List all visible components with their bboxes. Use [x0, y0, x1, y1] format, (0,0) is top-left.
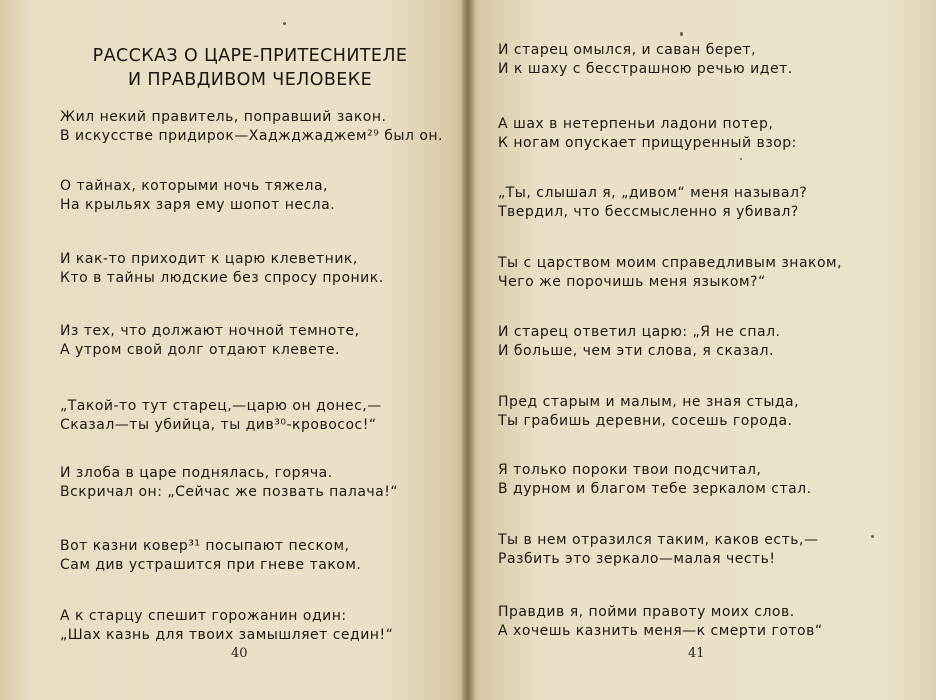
- verse-line: И старец ответил царю: „Я не спал.: [498, 324, 781, 340]
- verse-line: Ты с царством моим справедливым знаком,: [498, 255, 843, 271]
- verse-line: И к шаху с бесстрашною речью идет.: [498, 61, 793, 77]
- title-line-2: И ПРАВДИВОМ ЧЕЛОВЕКЕ: [127, 70, 373, 90]
- book-gutter: [462, 0, 474, 700]
- verse-line: А утром свой долг отдают клевете.: [60, 342, 340, 358]
- verse-line: „Шах казнь для твоих замышляет седин!“: [60, 627, 394, 643]
- stanza: [498, 41, 793, 79]
- verse-line: Жил некий правитель, поправший закон.: [60, 109, 387, 125]
- verse-line: „Ты, слышал я, „дивом“ меня называл?: [498, 185, 808, 201]
- verse-line: И больше, чем эти слова, я сказал.: [498, 343, 774, 359]
- verse-line: К ногам опускает прищуренный взор:: [498, 135, 797, 151]
- verse-line: О тайнах, которыми ночь тяжела,: [60, 178, 328, 194]
- verse-line: И злоба в царе поднялась, горяча.: [60, 465, 333, 481]
- verse-line: Я только пороки твои подсчитал,: [498, 462, 762, 478]
- verse-line: Вскричал он: „Сейчас же позвать палача!“: [60, 484, 399, 500]
- verse-line: И старец омылся, и саван берет,: [498, 42, 757, 58]
- stanza: [498, 184, 807, 222]
- poem-title: [55, 44, 445, 92]
- stanza: [60, 250, 384, 288]
- verse-line: Пред старым и малым, не зная стыда,: [498, 394, 800, 410]
- stanza: [498, 461, 812, 499]
- stanza: [498, 531, 818, 569]
- verse-line: Сказал—ты убийца, ты див³⁰-кровосос!“: [60, 417, 377, 433]
- verse-line: Кто в тайны людские без спросу проник.: [60, 270, 384, 286]
- paper-speck: [871, 535, 874, 538]
- paper-speck: [680, 32, 683, 36]
- verse-line: А хочешь казнить меня—к смерти готов“: [498, 623, 823, 639]
- verse-line: Чего же порочишь меня языком?“: [498, 274, 766, 290]
- stanza: [498, 254, 842, 292]
- stanza: [60, 177, 335, 215]
- stanza: [60, 537, 361, 575]
- stanza: [498, 393, 799, 431]
- stanza: [60, 464, 398, 502]
- verse-line: Твердил, что бессмысленно я убивал?: [498, 204, 799, 220]
- page-number-right: 41: [688, 646, 705, 661]
- right-page: [468, 0, 936, 700]
- stanza: [60, 108, 443, 146]
- verse-line: В дурном и благом тебе зеркалом стал.: [498, 481, 812, 497]
- verse-line: В искусстве придирок—Хаджджаджем²⁹ был он.: [60, 128, 444, 144]
- title-line-1: РАССКАЗ О ЦАРЕ-ПРИТЕСНИТЕЛЕ: [92, 46, 408, 66]
- stanza: [60, 607, 393, 645]
- stanza: [60, 322, 360, 360]
- verse-line: И как-то приходит к царю клеветник,: [60, 251, 358, 267]
- verse-line: „Такой-то тут старец,—царю он донес,—: [60, 398, 382, 414]
- verse-line: А шах в нетерпеньи ладони потер,: [498, 116, 774, 132]
- verse-line: Ты грабишь деревни, сосешь города.: [498, 413, 793, 429]
- verse-line: Правдив я, пойми правоту моих слов.: [498, 604, 795, 620]
- page-number-left: 40: [231, 646, 248, 661]
- paper-speck: [740, 158, 742, 160]
- paper-speck: [283, 22, 286, 25]
- stanza: [498, 603, 823, 641]
- stanza: [60, 397, 382, 435]
- verse-line: На крыльях заря ему шопот несла.: [60, 197, 336, 213]
- stanza: [498, 115, 797, 153]
- verse-line: А к старцу спешит горожанин один:: [60, 608, 347, 624]
- verse-line: Ты в нем отразился таким, каков есть,—: [498, 532, 819, 548]
- verse-line: Сам див устрашится при гневе таком.: [60, 557, 362, 573]
- verse-line: Из тех, что должают ночной темноте,: [60, 323, 360, 339]
- verse-line: Вот казни ковер³¹ посыпают песком,: [60, 538, 350, 554]
- stanza: [498, 323, 781, 361]
- verse-line: Разбить это зеркало—малая честь!: [498, 551, 776, 567]
